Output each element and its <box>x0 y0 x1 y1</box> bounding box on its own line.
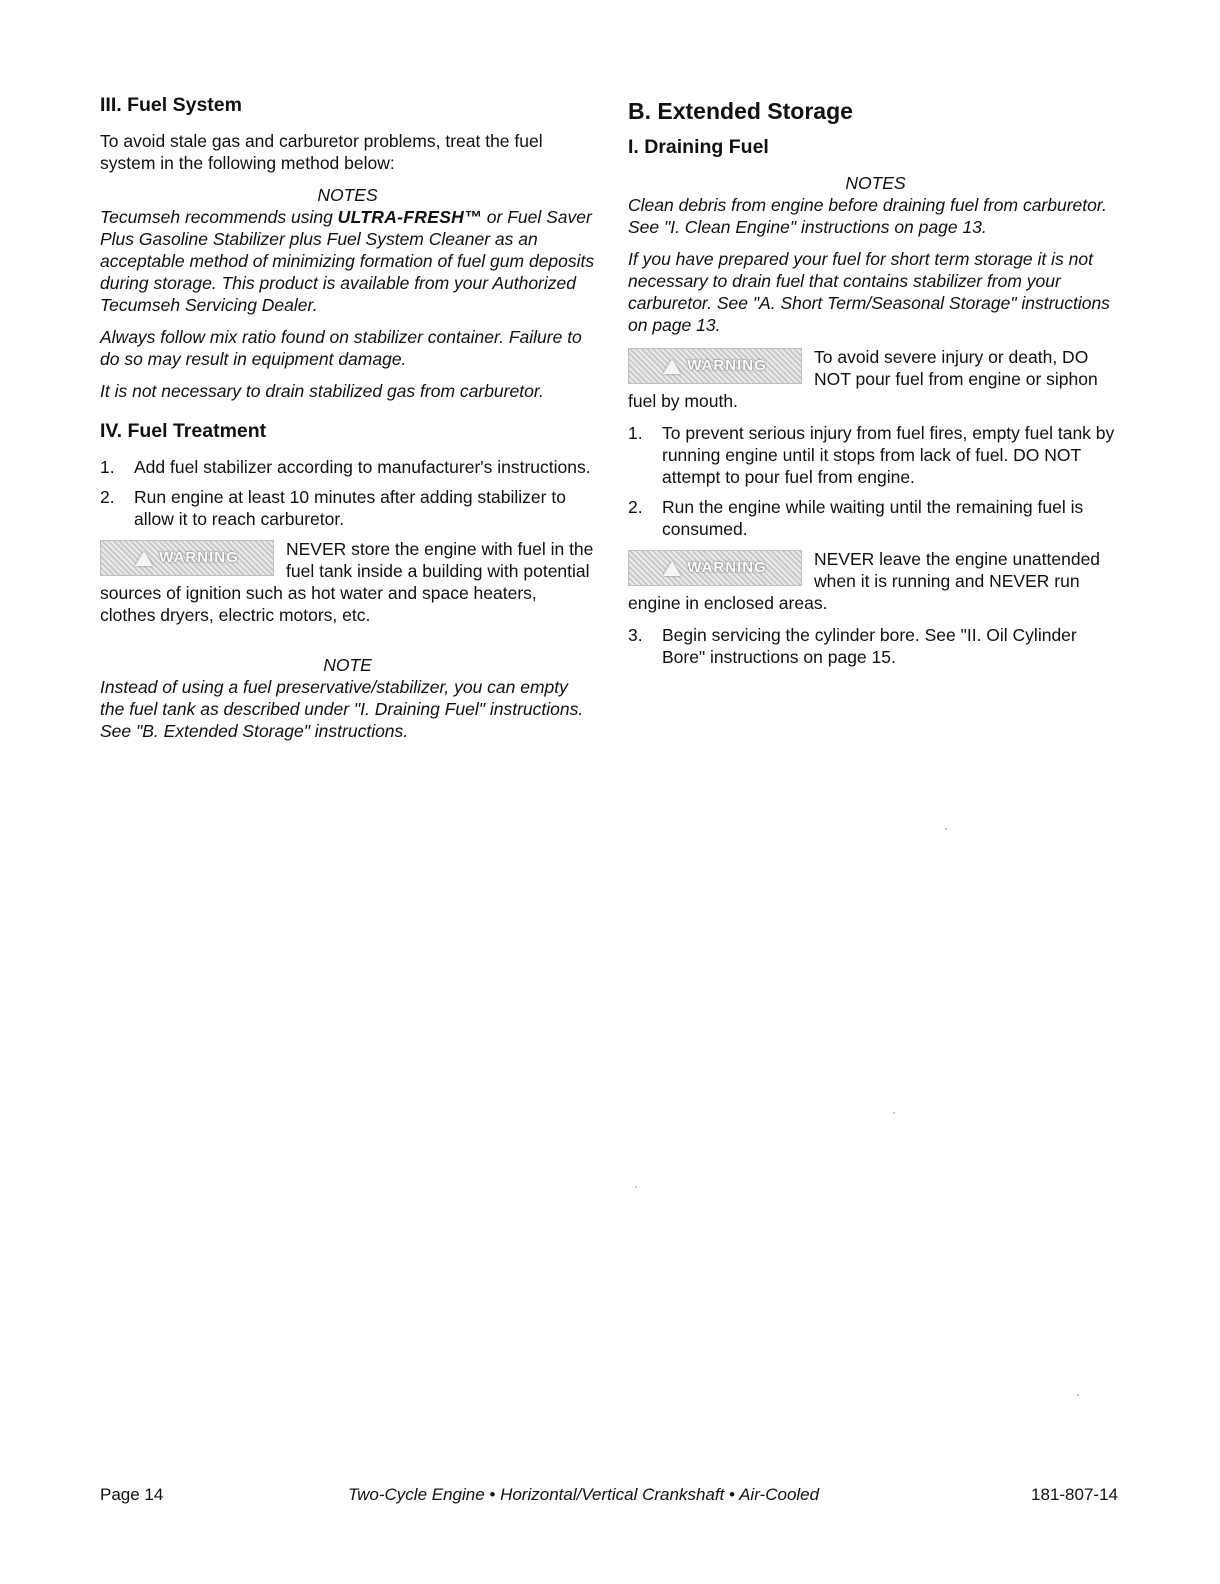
list-item <box>100 486 595 530</box>
right-column <box>628 92 1123 676</box>
step-text: Add fuel stabilizer according to manufacturer's instructions. <box>134 457 591 477</box>
step-number: 1. <box>628 423 643 443</box>
note-label: NOTE <box>323 655 372 675</box>
warning-badge <box>100 540 274 576</box>
step-text: To prevent serious injury from fuel fires, empty fuel tank by running engine until it stops from lack of fuel. DO NOT attempt to pour fuel from engine. <box>662 423 1115 487</box>
warning-text: NEVER leave the engine unattended when it is running and NEVER run engine in enclosed areas. <box>628 549 1101 613</box>
draining-fuel-heading: I. Draining Fuel <box>628 136 769 158</box>
list-item <box>628 496 1123 540</box>
notes-label: NOTES <box>845 173 906 193</box>
fuel-treatment-steps <box>100 456 595 530</box>
note-drain: It is not necessary to drain stabilized gas from carburetor. <box>100 381 544 401</box>
extended-storage-heading: B. Extended Storage <box>628 98 853 124</box>
warning-block <box>628 346 1123 412</box>
fuel-system-heading: III. Fuel System <box>100 94 242 116</box>
note-ultra-fresh <box>100 206 595 316</box>
note-mix-ratio: Always follow mix ratio found on stabilizer container. Failure to do so may result in equipment damage. <box>100 327 582 369</box>
note-short-term: If you have prepared your fuel for short term storage it is not necessary to drain fuel that contains stabilizer from your carburetor. See "A. Short Term/Seasonal Storage" instructions on page 13. <box>628 249 1110 335</box>
brand-name: ULTRA-FRESH™ <box>337 207 482 227</box>
page-number: Page 14 <box>100 1485 164 1504</box>
warning-triangle-icon <box>663 561 681 576</box>
warning-triangle-icon <box>663 359 681 374</box>
servicing-steps <box>628 624 1123 668</box>
warning-label: WARNING <box>159 549 239 566</box>
scan-speck <box>893 1112 895 1114</box>
fuel-treatment-heading: IV. Fuel Treatment <box>100 420 267 442</box>
warning-block <box>628 548 1123 614</box>
warning-triangle-icon <box>135 551 153 566</box>
list-item <box>100 456 595 478</box>
step-number: 2. <box>628 497 643 517</box>
left-column <box>100 92 595 752</box>
warning-block <box>100 538 595 626</box>
warning-label: WARNING <box>687 357 767 374</box>
note-empty-tank: Instead of using a fuel preservative/stabilizer, you can empty the fuel tank as described under "I. Draining Fuel" instructions. See "B. Extended Storage" instructions. <box>100 677 584 741</box>
note-clean-debris: Clean debris from engine before draining fuel from carburetor. See "I. Clean Engine" instructions on page 13. <box>628 195 1107 237</box>
warning-text: NEVER store the engine with fuel in the fuel tank inside a building with potential sources of ignition such as hot water and space heaters, clothes dryers, electric motors, etc. <box>100 539 594 625</box>
note-text: Tecumseh recommends using <box>100 207 338 227</box>
scan-speck <box>1077 1394 1079 1396</box>
list-item <box>628 624 1123 668</box>
notes-label: NOTES <box>317 185 378 205</box>
warning-badge <box>628 550 802 586</box>
document-code: 181-807-14 <box>1031 1485 1118 1504</box>
scan-speck <box>635 1186 637 1188</box>
list-item <box>628 422 1123 488</box>
step-text: Run engine at least 10 minutes after adding stabilizer to allow it to reach carburetor. <box>134 487 566 529</box>
warning-text: To avoid severe injury or death, DO NOT pour fuel from engine or siphon fuel by mouth. <box>628 347 1098 411</box>
footer-title: Two-Cycle Engine • Horizontal/Vertical Crankshaft • Air-Cooled <box>348 1485 820 1504</box>
step-text: Run the engine while waiting until the remaining fuel is consumed. <box>662 497 1084 539</box>
scan-speck <box>945 828 947 830</box>
step-number: 2. <box>100 487 115 507</box>
warning-badge <box>628 348 802 384</box>
step-number: 3. <box>628 625 643 645</box>
draining-steps <box>628 422 1123 540</box>
note-text: or Fuel Saver Plus Gasoline Stabilizer plus Fuel System Cleaner as an acceptable method of minimizing formation of fuel gum deposits during storage. This product is available from your Authorized Tecumseh Servicing Dealer. <box>100 207 595 315</box>
fuel-system-intro: To avoid stale gas and carburetor problems, treat the fuel system in the following method below: <box>100 131 543 173</box>
step-text: Begin servicing the cylinder bore. See "II. Oil Cylinder Bore" instructions on page 15. <box>662 625 1077 667</box>
warning-label: WARNING <box>687 559 767 576</box>
step-number: 1. <box>100 457 115 477</box>
